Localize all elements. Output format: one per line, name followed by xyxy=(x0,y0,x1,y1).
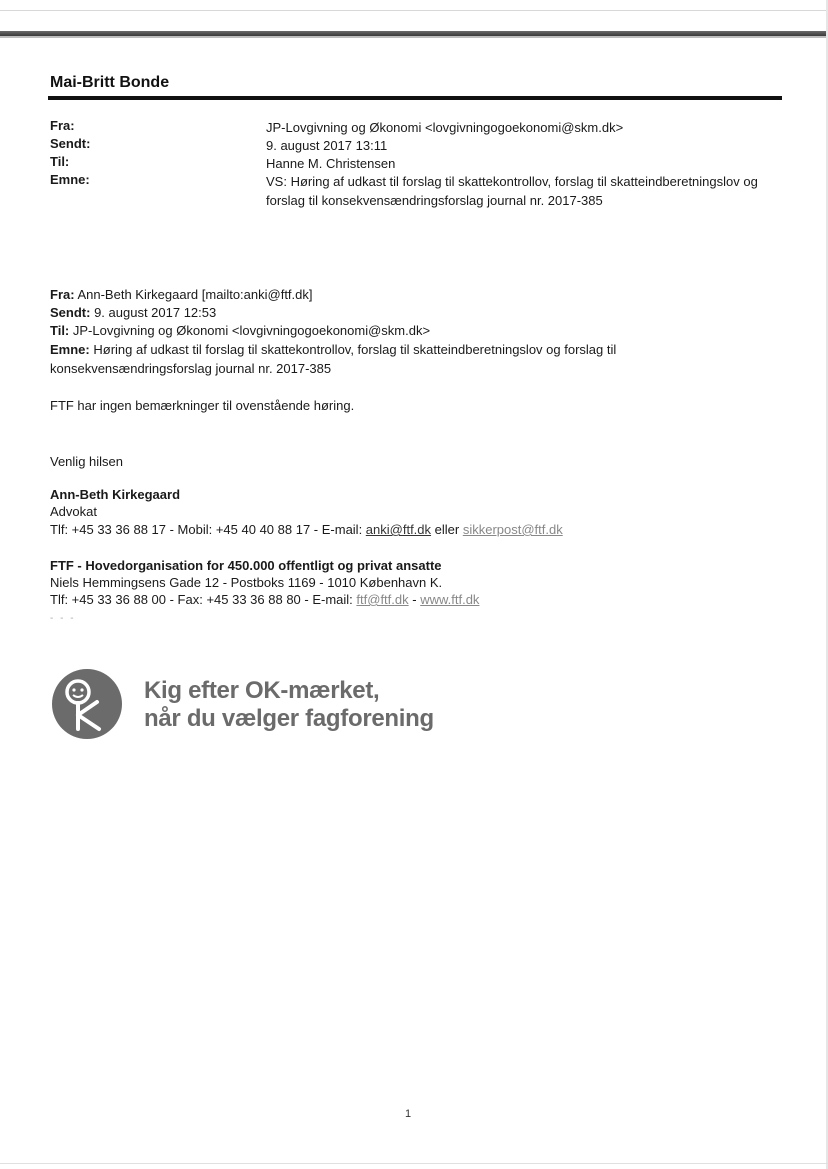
email-link-anki[interactable]: anki@ftf.dk xyxy=(365,522,432,537)
organisation-address: Niels Hemmingsens Gade 12 - Postboks 1169 - 1010 København K. xyxy=(50,575,443,590)
header-sent-label: Sendt: xyxy=(50,136,91,151)
name-divider xyxy=(48,96,782,100)
header-subject-label: Emne: xyxy=(50,172,90,187)
organisation-contact-text: Tlf: +45 33 36 88 00 - Fax: +45 33 36 88 80 - E-mail: xyxy=(50,592,357,607)
message-text: FTF har ingen bemærkninger til ovenstående høring. xyxy=(50,398,355,413)
mailbox-owner-name: Mai-Britt Bonde xyxy=(50,74,170,91)
signature-contact-text: Tlf: +45 33 36 88 17 - Mobil: +45 40 40 88 17 - E-mail: xyxy=(50,522,366,537)
scan-bottom-line xyxy=(0,1163,828,1164)
page-number: 1 xyxy=(405,1108,412,1120)
signature-contact xyxy=(50,522,563,537)
email-link-sikkerpost[interactable]: sikkerpost@ftf.dk xyxy=(462,522,563,537)
header-sent-value: 9. august 2017 13:11 xyxy=(266,138,388,153)
header-from-value: JP-Lovgivning og Økonomi <lovgivningogoekonomi@skm.dk> xyxy=(266,120,624,135)
ok-figure-icon xyxy=(51,668,123,740)
signature-title: Advokat xyxy=(50,504,97,519)
signature-name: Ann-Beth Kirkegaard xyxy=(50,487,181,502)
website-link-ftf[interactable]: www.ftf.dk xyxy=(420,592,480,607)
header-to-label: Til: xyxy=(50,154,70,169)
forwarded-to-label: Til: xyxy=(50,323,70,338)
forwarded-from xyxy=(50,285,313,304)
forwarded-sent-label: Sendt: xyxy=(50,305,91,320)
forwarded-subject-label: Emne: xyxy=(50,342,90,357)
header-subject-value: VS: Høring af udkast til forslag til skattekontrollov, forslag til skatteindberetningslov og forslag til konsekvensændringsforslag journal nr. 2017-385 xyxy=(266,174,758,208)
banner-slogan-line-2: når du vælger fagforening xyxy=(144,705,434,732)
email-link-ftf[interactable]: ftf@ftf.dk xyxy=(356,592,409,607)
header-to-value: Hanne M. Christensen xyxy=(266,156,396,171)
forwarded-from-label: Fra: xyxy=(50,287,75,302)
forwarded-to xyxy=(50,321,430,340)
forwarded-sent xyxy=(50,303,216,322)
header-from-label: Fra: xyxy=(50,118,75,133)
forwarded-to-value: JP-Lovgivning og Økonomi <lovgivningogoekonomi@skm.dk> xyxy=(72,323,431,338)
organisation-contact xyxy=(50,592,479,607)
forwarded-from-value: Ann-Beth Kirkegaard [mailto:anki@ftf.dk] xyxy=(77,287,313,302)
forwarded-sent-value: 9. august 2017 12:53 xyxy=(94,305,217,320)
signature-contact-or: eller xyxy=(431,522,463,537)
banner-slogan-line-1: Kig efter OK-mærket, xyxy=(144,677,380,704)
organisation-contact-separator: - xyxy=(408,592,421,607)
greeting: Venlig hilsen xyxy=(50,454,123,469)
signature-separator: - - - xyxy=(50,613,76,624)
scan-header-band-shadow xyxy=(0,36,828,38)
organisation-name: FTF - Hovedorganisation for 450.000 offentligt og privat ansatte xyxy=(50,558,442,573)
scan-top-line xyxy=(0,10,828,11)
forwarded-subject-value: Høring af udkast til forslag til skattekontrollov, forslag til skatteindberetningslov og forslag til konsekvensændringsforslag journal nr. 2017-385 xyxy=(50,342,617,376)
forwarded-subject xyxy=(50,340,690,378)
